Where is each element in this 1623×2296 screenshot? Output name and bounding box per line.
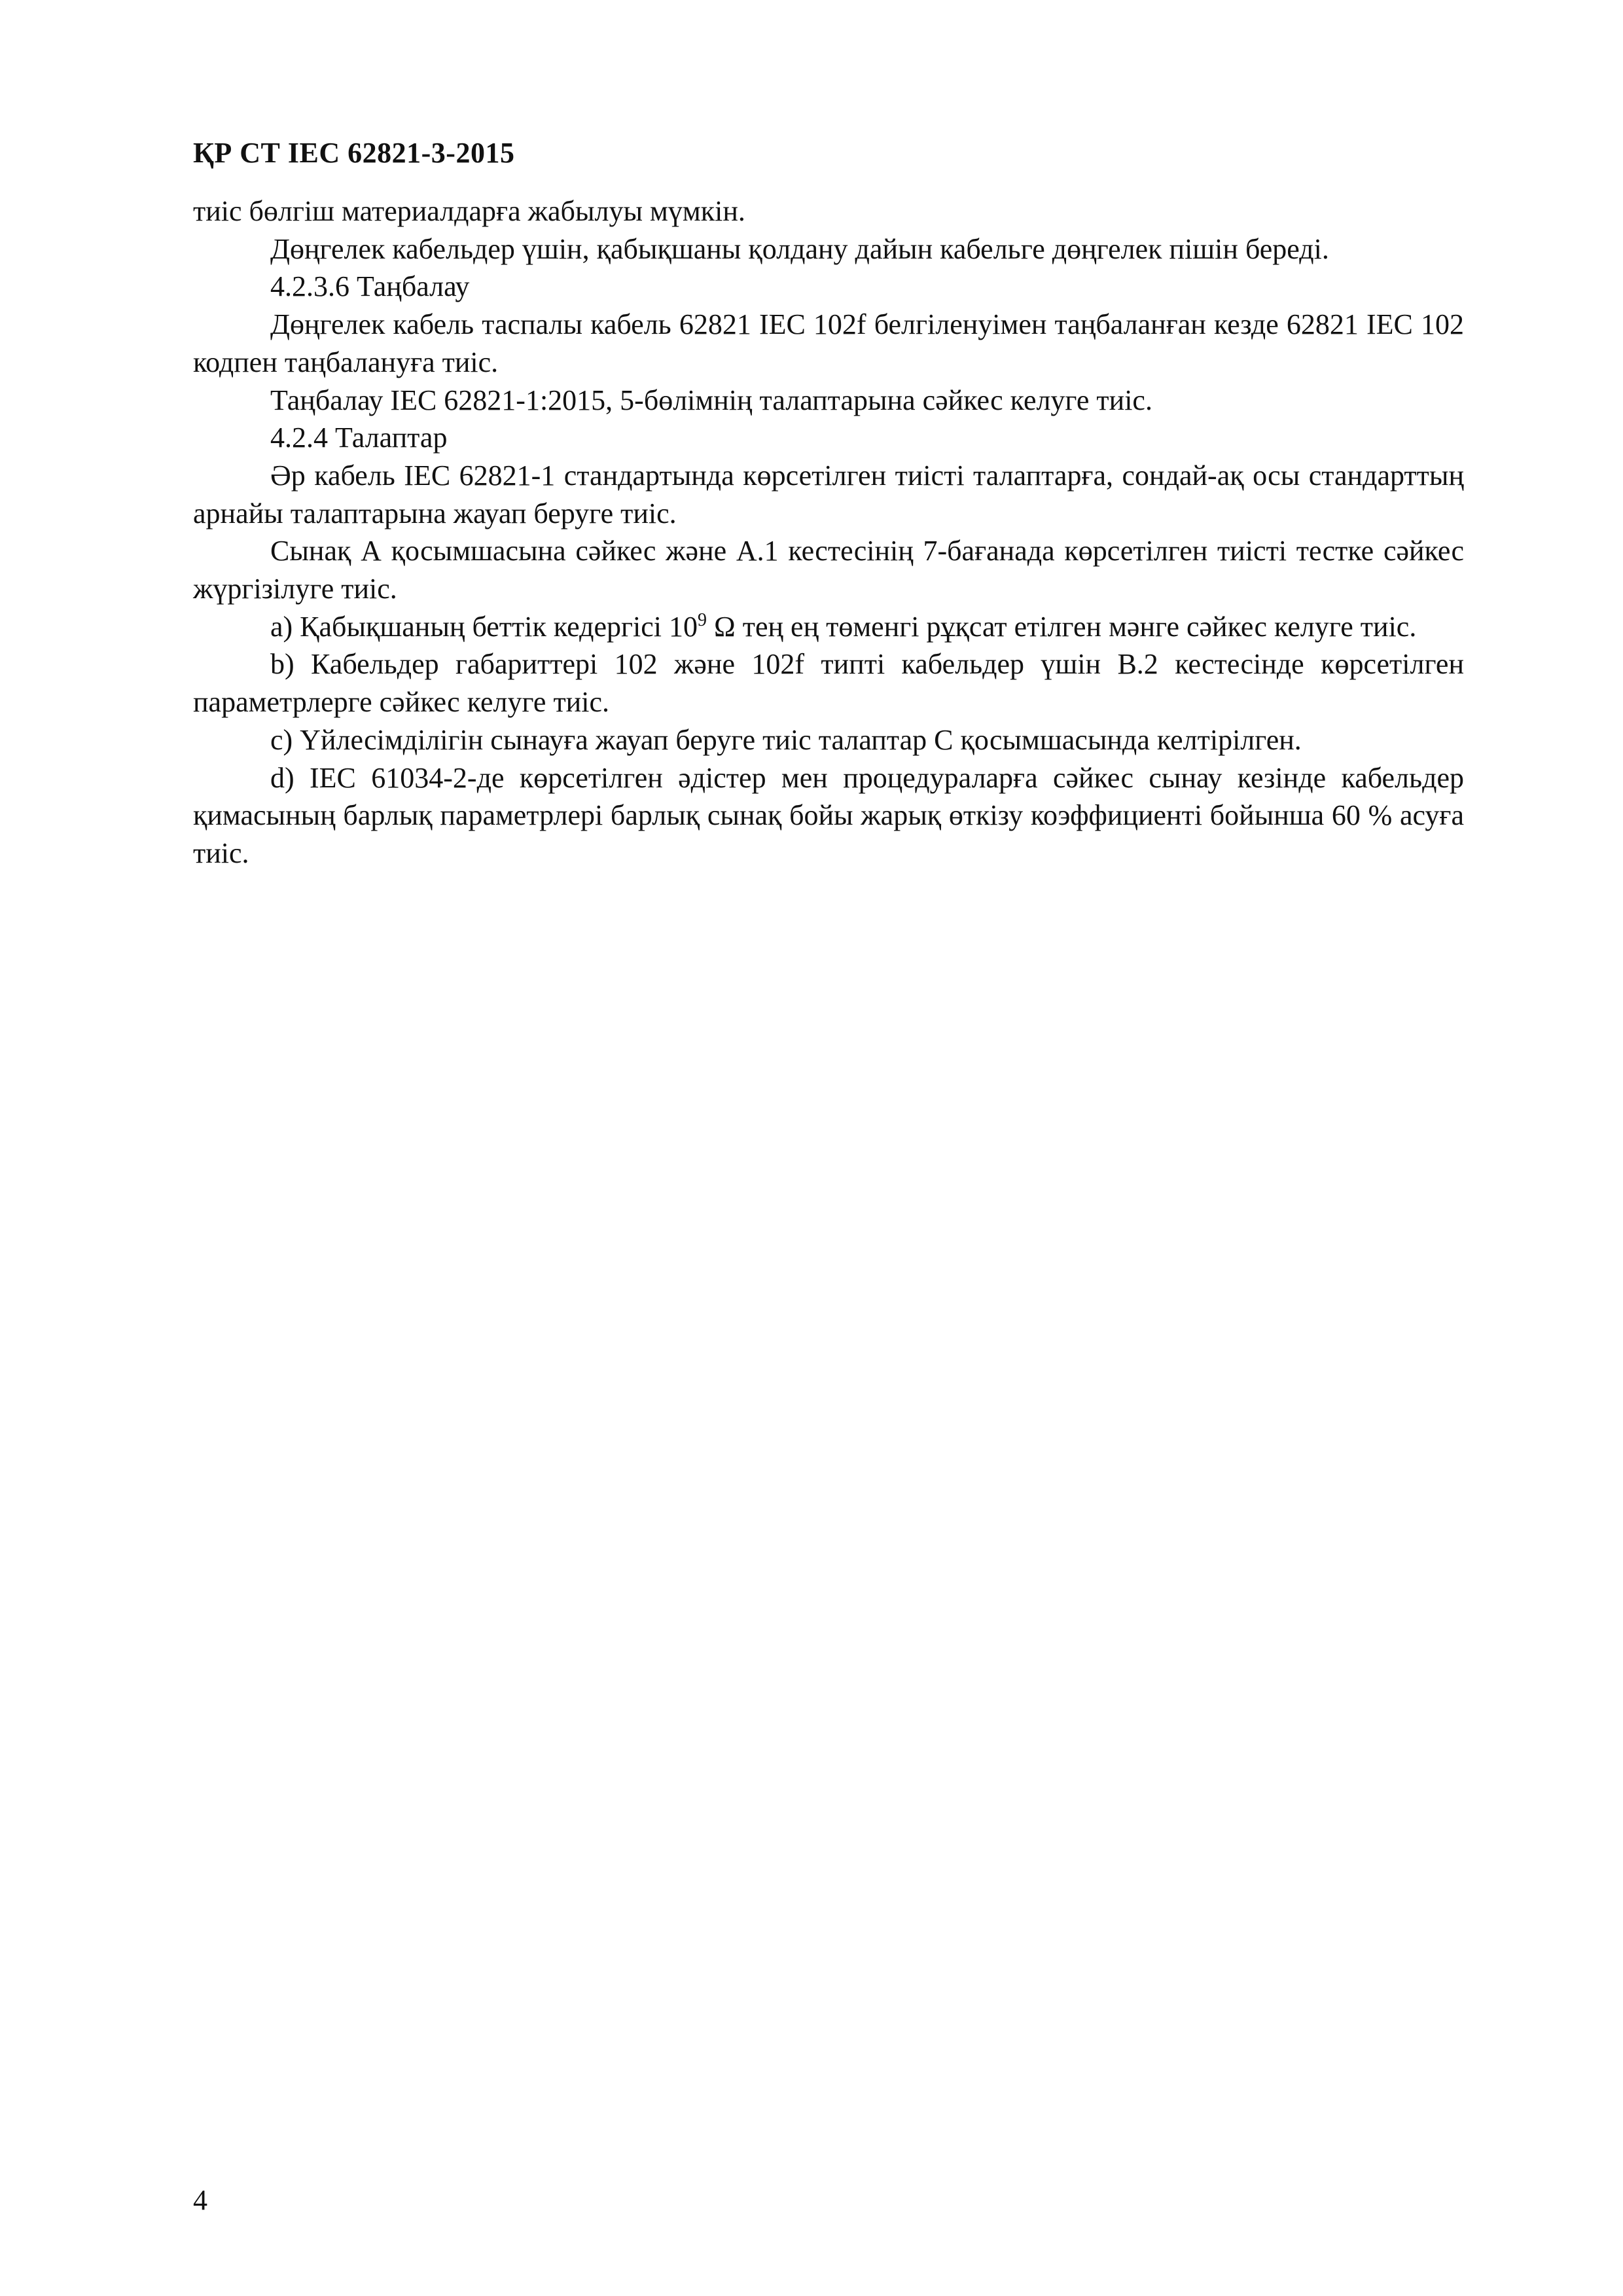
page-header: ҚР СТ IEC 62821-3-2015: [193, 137, 515, 169]
paragraph-continuation: тиіс бөлгіш материалдарға жабылуы мүмкін.: [193, 195, 745, 227]
item-a-text-before: а) Қабықшаның беттік кедергісі 10: [270, 610, 698, 643]
page-number: 4: [193, 2184, 207, 2216]
paragraph-item-d: d) IEC 61034-2-де көрсетілген әдістер мен процедураларға сәйкес сынау кезінде кабельдер қимасының барлық параметрлері барлық сынақ бойы жарық өткізу коэффициенті бойынша 60 % асуға тиіс.: [193, 761, 1464, 869]
section-heading-requirements: 4.2.4 Талаптар: [270, 422, 448, 454]
paragraph-test-annex: Сынақ А қосымшасына сәйкес және А.1 кестесінің 7-бағанада көрсетілген тиісті тестке сәйкес жүргізілуге тиіс.: [193, 535, 1464, 605]
paragraph-marking-requirements: Таңбалау IEC 62821-1:2015, 5-бөлімнің талаптарына сәйкес келуге тиіс.: [270, 384, 1152, 416]
body-text: [193, 192, 1464, 872]
paragraph-item-a: [193, 608, 1464, 646]
item-a-exponent: 9: [698, 609, 707, 630]
item-a-text-after: Ω тең ең төменгі рұқсат етілген мәнге сәйкес келуге тиіс.: [707, 610, 1417, 643]
paragraph-cable-requirements: Әр кабель IEC 62821-1 стандартында көрсетілген тиісті талаптарға, сондай-ақ осы стандарттың арнайы талаптарына жауап беруге тиіс.: [193, 459, 1464, 529]
section-heading-marking: 4.2.3.6 Таңбалау: [270, 270, 470, 303]
paragraph-item-b: b) Кабельдер габариттері 102 және 102f типті кабельдер үшін В.2 кестесінде көрсетілген параметрлерге сәйкес келуге тиіс.: [193, 648, 1464, 719]
paragraph-marking-code: Дөңгелек кабель таспалы кабель 62821 IEC 102f белгіленуімен таңбаланған кезде 62821 IEC 102 кодпен таңбалануға тиіс.: [193, 308, 1464, 378]
paragraph-round-cables: Дөңгелек кабельдер үшін, қабықшаны қолдану дайын кабельге дөңгелек пішін береді.: [270, 232, 1329, 265]
paragraph-item-c: c) Үйлесімділігін сынауға жауап беруге тиіс талаптар С қосымшасында келтірілген.: [270, 723, 1302, 756]
